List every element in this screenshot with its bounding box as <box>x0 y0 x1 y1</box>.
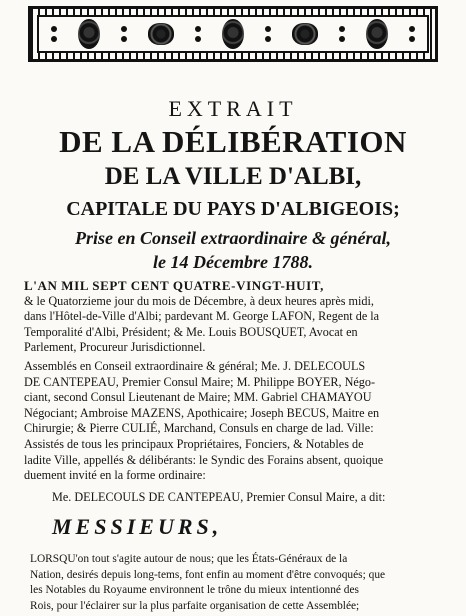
rosette-ornament <box>292 23 318 45</box>
text-line: LORSQU'on tout s'agite autour de nous; que les États-Généraux de la <box>30 553 348 565</box>
fleuron-ornament <box>48 26 60 42</box>
title-ville: DE LA VILLE D'ALBI, <box>104 163 362 190</box>
medallion-ornament <box>78 19 100 49</box>
medallion-ornament <box>366 19 388 49</box>
subtitle-date: le 14 Décembre 1788. <box>153 252 313 272</box>
text-line: Rois, pour l'éclairer sur la plus parfaite organisation de cette Assemblée; <box>30 599 360 612</box>
salutation-messieurs: MESSIEURS, <box>52 514 223 539</box>
fleuron-ornament <box>118 26 130 42</box>
fleuron-ornament <box>336 26 348 42</box>
medallion-ornament <box>222 19 244 49</box>
text-line: Assistés de tous les principaux Propriétaires, Fonciers, & Notables de <box>24 437 364 451</box>
fleuron-ornament <box>262 26 274 42</box>
text-line: & le Quatorzieme jour du mois de Décembre, à deux heures après midi, <box>24 293 374 308</box>
text-line: Chirurgie; & Pierre CULIÉ, Marchand, Consuls en charge de lad. Ville: <box>24 421 374 436</box>
title-extrait: EXTRAIT <box>168 96 298 121</box>
text-line: DE CANTEPEAU, Premier Consul Maire; M. Philippe BOYER, Négo- <box>24 374 376 389</box>
text-line: duement invité en la forme ordinaire: <box>24 468 206 483</box>
text-line: L'AN MIL SEPT CENT QUATRE-VINGT-HUIT, <box>24 278 324 293</box>
paragraph-opening <box>24 278 434 356</box>
text-line: Nation, desirés depuis long-tems, font enfin au moment d'être convoqués; que <box>30 568 386 581</box>
text-line: Temporalité d'Albi, Président; & Me. Louis BOUSQUET, Avocat en <box>24 324 358 339</box>
paragraph-assembly <box>24 359 434 437</box>
text-line: les Notables du Royaume environnent le trône du mieux intentionné des <box>30 584 359 597</box>
paragraph-attendees <box>24 437 434 484</box>
paragraph-speech <box>30 552 442 614</box>
subtitle-prise: Prise en Conseil extraordinaire & général, <box>74 228 391 248</box>
text-line: dans l'Hôtel-de-Ville d'Albi; pardevant M. George LAFON, Regent de la <box>24 309 380 324</box>
title-capitale: CAPITALE DU PAYS D'ALBIGEOIS; <box>66 198 400 220</box>
text-line: ladite Ville, appellés & délibérants: le Syndic des Forains absent, quoique <box>24 452 384 467</box>
text-line: ciant, second Consul Lieutenant de Maire; MM. Gabriel CHAMAYOU <box>24 390 372 405</box>
title-deliberation: DE LA DÉLIBÉRATION <box>59 124 407 159</box>
ornamental-banner <box>28 6 438 62</box>
fleuron-ornament <box>192 26 204 42</box>
rosette-ornament <box>148 23 174 45</box>
text-line: Me. DELECOULS DE CANTEPEAU, Premier Consul Maire, a dit: <box>52 490 386 504</box>
text-line: Assemblés en Conseil extraordinaire & général; Me. J. DELECOULS <box>24 359 366 373</box>
paragraph-speaker <box>52 490 442 506</box>
text-line: Parlement, Procureur Jurisdictionnel. <box>24 340 206 355</box>
fleuron-ornament <box>406 26 418 42</box>
text-line: Négociant; Ambroise MAZENS, Apothicaire; Joseph BECUS, Maitre en <box>24 405 380 420</box>
banner-inner <box>37 15 429 53</box>
